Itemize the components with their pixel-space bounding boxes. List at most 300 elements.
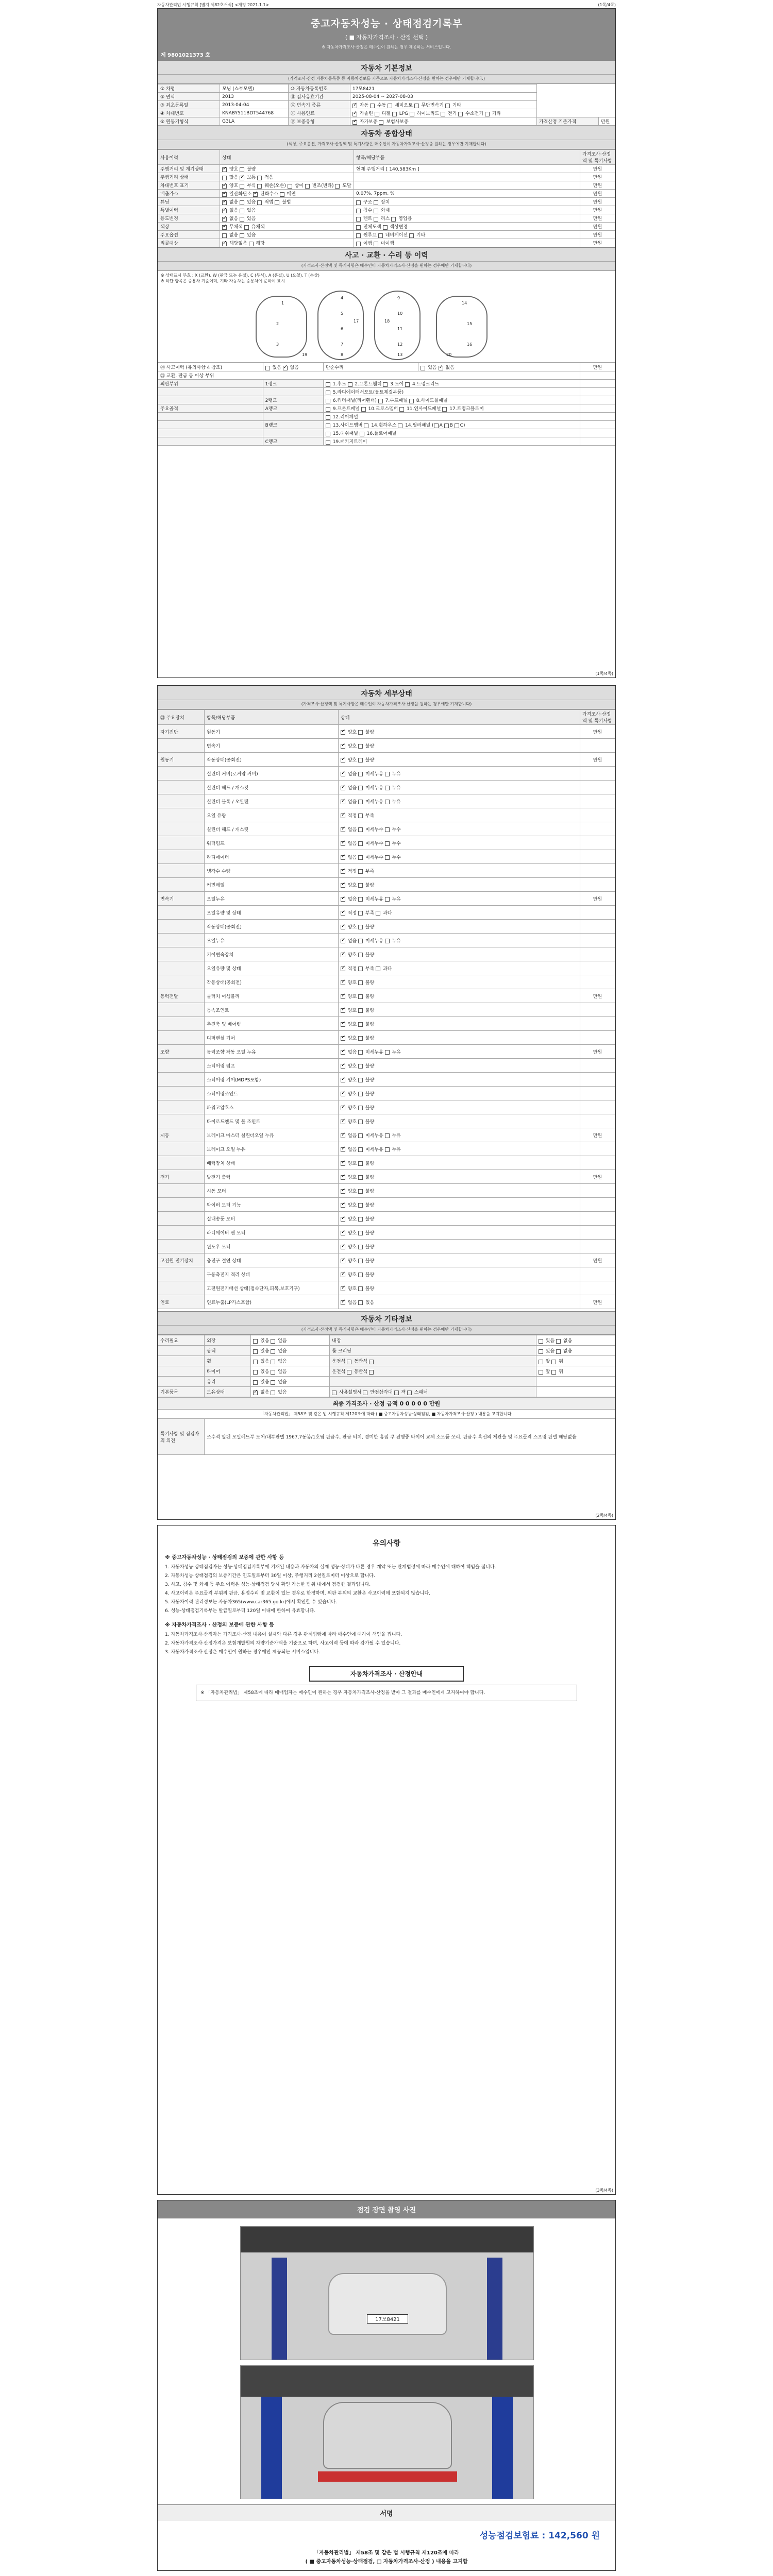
- overall-cell: 0.07%, 7ppm, %: [354, 190, 580, 198]
- checkbox-icon: [414, 104, 419, 108]
- form-law-text: 자동차관리법 시행규칙 [별지 제82호서식] <개정 2021.1.1>: [157, 3, 270, 7]
- checkbox-icon: [358, 855, 363, 860]
- detail-row: [158, 753, 615, 767]
- accident-table: [158, 363, 615, 446]
- detail-row: [158, 864, 615, 878]
- checkbox-icon: [358, 1078, 363, 1082]
- detail-cell: 와이퍼 모터 기능: [205, 1198, 339, 1212]
- part-row: [158, 437, 615, 446]
- checkbox-icon: [358, 772, 363, 776]
- checkbox-icon: [358, 814, 363, 818]
- lift2-post-right: [492, 2397, 513, 2499]
- checkbox-icon: [421, 366, 425, 370]
- detail-cell: 작동상태(공회전): [205, 975, 339, 989]
- other-cell: 보유상태: [205, 1387, 251, 1397]
- detail-cell: 만원: [580, 989, 615, 1003]
- overall-cell: 현재 주행거리 [ 140,583Km ]: [354, 165, 580, 173]
- basic-cell: ⑫ 변속기 종류: [288, 101, 350, 109]
- detail-row: [158, 1073, 615, 1087]
- checkbox-icon: [385, 827, 390, 832]
- overall-cell: 렌트 리스 영업용: [354, 214, 580, 223]
- part-rank: [263, 429, 323, 437]
- basic-cell: ② 연식: [158, 93, 220, 101]
- part-items: 19.패키지트레이: [323, 437, 580, 446]
- checkbox-icon: [392, 112, 397, 116]
- checkbox-icon: [399, 407, 404, 412]
- form-subtitle: ( ■ 자동차가격조사 · 산정 선택 ): [345, 34, 428, 41]
- checkbox-icon: [358, 1175, 363, 1180]
- overall-row: [158, 239, 615, 247]
- detail-cell: [580, 1240, 615, 1253]
- detail-cell: 변속기: [158, 892, 205, 906]
- checkbox-icon: [341, 1231, 345, 1235]
- overall-row: [158, 181, 615, 190]
- detail-cell: ✓ 양호 불량: [339, 1114, 580, 1128]
- part-row: [158, 388, 615, 396]
- detail-cell: [580, 1059, 615, 1073]
- checkbox-icon: [341, 1189, 345, 1194]
- checkbox-icon: [391, 217, 396, 222]
- checkbox-icon: [455, 423, 459, 428]
- checkbox-icon: [434, 423, 439, 428]
- detail-cell: 만원: [580, 1128, 615, 1142]
- checkbox-icon: [326, 382, 330, 387]
- detail-cell: [158, 1003, 205, 1017]
- overall-row: [158, 231, 615, 239]
- detail-cell: ✓ 양호 불량: [339, 1059, 580, 1073]
- detail-row: [158, 808, 615, 822]
- lift-post-left: [272, 2258, 287, 2360]
- detail-cell: [580, 767, 615, 781]
- checkbox-icon: [265, 366, 270, 370]
- overall-cell: 침수 화재: [354, 206, 580, 214]
- checkbox-icon: [358, 1022, 363, 1027]
- other-cell: 휠: [205, 1356, 251, 1366]
- insurance-price: 성능점검보험료 : 142,560 원: [479, 2531, 600, 2541]
- detail-cell: 원동기: [158, 753, 205, 767]
- detail-cell: 브레이크 마스터 실린더오일 누유: [205, 1128, 339, 1142]
- detail-cell: ✓ 양호 불량: [339, 1184, 580, 1198]
- detail-cell: [158, 850, 205, 864]
- checkbox-icon: [358, 967, 363, 971]
- part-row: [158, 380, 615, 388]
- form-title: 중고자동차성능 · 상태점검기록부: [310, 18, 463, 29]
- checkbox-icon: [222, 233, 227, 238]
- detail-row: [158, 1059, 615, 1073]
- checkbox-icon: [257, 184, 262, 189]
- part-rank: A랭크: [263, 404, 323, 413]
- checkbox-icon: [358, 897, 363, 902]
- other-cell: 유리: [205, 1377, 251, 1387]
- detail-cell: [158, 975, 205, 989]
- checkbox-icon: [326, 415, 330, 420]
- checkbox-icon: [341, 1300, 345, 1305]
- detail-cell: [158, 1226, 205, 1240]
- part-label: 14: [462, 301, 467, 306]
- page-3: [157, 1525, 616, 2195]
- detail-cell: [580, 961, 615, 975]
- other-row: [158, 1377, 615, 1387]
- detail-cell: 작동상태(공회전): [205, 920, 339, 934]
- checkbox-icon: [358, 1217, 363, 1222]
- legend-line-1: ※ 상태표시 부호 : X (교환), W (판금 또는 용접), C (부식), A (흠집), U (요철), T (손상): [161, 273, 320, 278]
- overall-head-cell: 상태: [220, 150, 354, 165]
- overall-cell: ✓ 무채색 유채색: [220, 223, 354, 231]
- notice-body: [158, 1549, 615, 1706]
- part-group: [158, 437, 263, 446]
- checkbox-icon: [364, 423, 368, 428]
- checkbox-icon: [358, 1286, 363, 1291]
- detail-cell: 만원: [580, 1045, 615, 1059]
- other-cell: 앞 뒤: [536, 1366, 615, 1377]
- detail-cell: [158, 1142, 205, 1156]
- detail-cell: 라디에이터 팬 모터: [205, 1226, 339, 1240]
- legal-text: 「자동차관리법」 제58조 및 같은 법 시행규칙 제120조에 따라 ( ■ 중고자동차성능·상태점검, ■ 자동차가격조사·산정 ) 내용을 고지합니다.: [260, 1412, 513, 1416]
- detail-cell: [580, 794, 615, 808]
- detail-cell: ✓ 양호 불량: [339, 1281, 580, 1295]
- detail-cell: [580, 1087, 615, 1100]
- part-label: 6: [341, 327, 344, 331]
- basic-cell: ✓ 가솔린 디젤 LPG 하이브리드 전기 수소전기 기타: [350, 109, 536, 117]
- checkbox-icon: [458, 112, 463, 116]
- checkbox-icon: [385, 855, 390, 860]
- detail-cell: 만원: [580, 1170, 615, 1184]
- checkbox-icon: [385, 1147, 390, 1152]
- checkbox-icon: [326, 423, 330, 428]
- detail-cell: [158, 1073, 205, 1087]
- detail-row: [158, 934, 615, 947]
- checkbox-icon: [341, 1092, 345, 1096]
- other-row: [158, 1335, 615, 1346]
- detail-row: [158, 794, 615, 808]
- detail-cell: ✓ 양호 불량: [339, 1087, 580, 1100]
- detail-row: [158, 975, 615, 989]
- part-row: [158, 413, 615, 421]
- detail-cell: 워터펌프: [205, 836, 339, 850]
- overall-cell: 만원: [580, 223, 615, 231]
- car-rear: [328, 2273, 447, 2335]
- basic-cell: G3LA: [220, 117, 289, 126]
- checkbox-icon: [376, 967, 380, 971]
- checkbox-icon: [369, 1370, 374, 1375]
- checkbox-icon: [445, 104, 450, 108]
- detail-cell: 발전기 출력: [205, 1170, 339, 1184]
- checkbox-icon: [439, 366, 443, 370]
- checkbox-icon: [341, 814, 345, 818]
- detail-row: [158, 1142, 615, 1156]
- checkbox-icon: [341, 1050, 345, 1055]
- form-header: [158, 9, 615, 60]
- detail-cell: 실린더 블록 / 오일팬: [205, 794, 339, 808]
- detail-row: [158, 1253, 615, 1267]
- detail-row: [158, 1003, 615, 1017]
- history-cell: 단순수리: [323, 363, 418, 371]
- notice-item: 2. 자동차성능·상태점검의 보증기간은 인도일로부터 30일 이상, 주행거리 2천킬로미터 이상으로 합니다.: [165, 1573, 375, 1579]
- part-group: [158, 429, 263, 437]
- overall-cell: 배출가스: [158, 190, 220, 198]
- part-label: 11: [397, 327, 403, 331]
- overall-row: [158, 190, 615, 198]
- part-row: [158, 396, 615, 404]
- checkbox-icon: [341, 925, 345, 929]
- checkbox-icon: [271, 1391, 275, 1395]
- detail-row: [158, 1267, 615, 1281]
- checkbox-icon: [394, 1391, 399, 1395]
- checkbox-icon: [341, 980, 345, 985]
- overall-cell: 만원: [580, 239, 615, 247]
- overall-row: [158, 198, 615, 206]
- checkbox-icon: [376, 911, 380, 916]
- checkbox-icon: [369, 1360, 374, 1364]
- part-label: 1: [281, 301, 284, 306]
- accident-sub: (가격조사·산정액 및 특기사항은 매수인이 자동차가격조사·산정을 원하는 경우에만 기재합니다): [158, 262, 615, 271]
- notice-item: 4. 사고이력은 주요골격 부위의 판금, 용접수리 및 교환이 있는 경우로 한정하며, 외판 부위의 교환은 사고이력에 포함되지 않습니다.: [165, 1591, 431, 1596]
- notice-box-title: 자동차가격조사 · 산정안내: [309, 1666, 464, 1682]
- checkbox-icon: [341, 1161, 345, 1166]
- detail-cell: 연료: [158, 1295, 205, 1309]
- checkbox-icon: [539, 1349, 543, 1354]
- final-price: 최종 가격조사 · 산정 금액 0 0 0 0 0 만원: [158, 1397, 615, 1410]
- checkbox-icon: [398, 423, 402, 428]
- overall-cell: ✓ 양호 불량: [220, 165, 354, 173]
- part-label: 4: [341, 296, 344, 300]
- checkbox-icon: [385, 800, 390, 804]
- basic-cell: ⑤ 원동기형식: [158, 117, 220, 126]
- detail-cell: 오일누유: [205, 934, 339, 947]
- detail-cell: 구동축전지 격리 상태: [205, 1267, 339, 1281]
- overall-head-cell: 사용이력: [158, 150, 220, 165]
- detail-cell: ✓ 양호 불량: [339, 1226, 580, 1240]
- checkbox-icon: [222, 184, 227, 189]
- checkbox-icon: [358, 1161, 363, 1166]
- checkbox-icon: [358, 953, 363, 957]
- detail-head: [158, 710, 615, 725]
- overall-head-cell: 항목/해당부품: [354, 150, 580, 165]
- part-head: ㉑ 교환, 판금 등 이상 부위: [158, 371, 580, 380]
- overall-cell: 이행 미이행: [354, 239, 580, 247]
- checkbox-icon: [358, 1064, 363, 1069]
- other-cell: 있음 없음: [251, 1377, 330, 1387]
- checkbox-icon: [341, 1120, 345, 1124]
- detail-cell: [158, 794, 205, 808]
- other-cell: 있음 없음: [251, 1366, 330, 1377]
- checkbox-icon: [222, 209, 227, 213]
- overall-cell: [354, 173, 580, 181]
- detail-cell: 연료누출(LP가스포함): [205, 1295, 339, 1309]
- other-cell: [158, 1366, 205, 1377]
- checkbox-icon: [444, 423, 449, 428]
- other-row: [158, 1346, 615, 1356]
- detail-row: [158, 878, 615, 892]
- overall-cell: 만원: [580, 206, 615, 214]
- notice-item: 3. 사고, 침수 및 화재 등 주요 이력은 성능·상태점검 당시 확인 가능한 범위 내에서 점검한 결과입니다.: [165, 1582, 371, 1587]
- part-group: [158, 413, 263, 421]
- checkbox-icon: [244, 225, 249, 230]
- checkbox-icon: [385, 786, 390, 790]
- detail-cell: [580, 1031, 615, 1045]
- page-4: [157, 2200, 616, 2571]
- part-price: [580, 429, 615, 437]
- detail-cell: ✓ 없음 미세누유 누유: [339, 794, 580, 808]
- other-cell: [158, 1356, 205, 1366]
- checkbox-icon: [326, 407, 330, 412]
- other-cell: [330, 1377, 536, 1387]
- detail-cell: [580, 836, 615, 850]
- notice-item: 5. 자동차이력 관리정보는 자동차365(www.car365.go.kr)에서 확인할 수 있습니다.: [165, 1600, 337, 1605]
- detail-cell: ✓ 적정 부족: [339, 864, 580, 878]
- detail-cell: ✓ 양호 불량: [339, 1003, 580, 1017]
- checkbox-icon: [358, 1036, 363, 1041]
- detail-cell: [580, 1017, 615, 1031]
- checkbox-icon: [341, 730, 345, 735]
- overall-cell: 만원: [580, 165, 615, 173]
- checkbox-icon: [358, 1231, 363, 1235]
- part-group: [158, 388, 263, 396]
- overall-row: [158, 214, 615, 223]
- checkbox-icon: [253, 1349, 258, 1354]
- checkbox-icon: [240, 176, 244, 180]
- detail-cell: ✓ 없음 있음: [339, 1295, 580, 1309]
- checkbox-icon: [222, 225, 227, 230]
- detail-cell: 오일 유량: [205, 808, 339, 822]
- other-cell: 사용설명서 안전삼각대 잭 스패너: [330, 1387, 536, 1397]
- overall-cell: 색상: [158, 223, 220, 231]
- checkbox-icon: [341, 883, 345, 888]
- accident-history-row: [158, 363, 615, 371]
- overall-cell: 차대번호 표기: [158, 181, 220, 190]
- detail-cell: [580, 739, 615, 753]
- detail-cell: [580, 1267, 615, 1281]
- detail-row: [158, 1128, 615, 1142]
- checkbox-icon: [383, 382, 388, 387]
- detail-cell: 디퍼렌셜 기어: [205, 1031, 339, 1045]
- detail-cell: ✓ 적정 부족 과다: [339, 906, 580, 920]
- form-note: ※ 자동차가격조사·산정은 매수인이 원하는 경우 제공하는 서비스입니다.: [322, 45, 451, 49]
- part-label: 15: [467, 321, 473, 326]
- legend-line-2: ※ 하단 항목은 승용차 기준이며, 기타 자동차는 승용차에 준하여 표시: [161, 279, 285, 283]
- checkbox-icon: [347, 1360, 351, 1364]
- detail-cell: ✓ 양호 불량: [339, 1073, 580, 1087]
- basic-cell: 17모8421: [350, 84, 536, 93]
- checkbox-icon: [288, 184, 292, 189]
- basic-cell: ⑪ 검사유효기간: [288, 93, 350, 101]
- checkbox-icon: [385, 772, 390, 776]
- history-cell: ⑳ 사고이력 (유의사항 4 참조): [158, 363, 263, 371]
- detail-cell: 동력조향 작동 오일 누유: [205, 1045, 339, 1059]
- other-cell: 있음 없음: [251, 1335, 330, 1346]
- overall-cell: 주행거리 및 계기상태: [158, 165, 220, 173]
- overall-cell: 특별이력: [158, 206, 220, 214]
- car-diagram: [158, 285, 615, 363]
- checkbox-icon: [341, 772, 345, 776]
- checkbox-icon: [551, 1360, 556, 1364]
- plate-1: 17모8421: [367, 2314, 408, 2324]
- checkbox-icon: [374, 200, 378, 205]
- checkbox-icon: [341, 911, 345, 916]
- detail-cell: [158, 1281, 205, 1295]
- checkbox-icon: [375, 112, 379, 116]
- part-group: 주요골격: [158, 404, 263, 413]
- part-rank: 2랭크: [263, 396, 323, 404]
- basic-cell: ④ 차대번호: [158, 109, 220, 117]
- checkbox-icon: [271, 1370, 275, 1375]
- checkbox-icon: [556, 1349, 561, 1354]
- detail-cell: [580, 1156, 615, 1170]
- other-cell: 있음 없음: [536, 1346, 615, 1356]
- checkbox-icon: [222, 217, 227, 222]
- part-label: 2: [276, 321, 279, 326]
- detail-head-cell: 항목/해당부품: [205, 710, 339, 725]
- checkbox-icon: [539, 1339, 543, 1344]
- detail-row: [158, 739, 615, 753]
- checkbox-icon: [341, 1273, 345, 1277]
- other-cell: 앞 뒤: [536, 1356, 615, 1366]
- detail-row: [158, 850, 615, 864]
- detail-row: [158, 920, 615, 934]
- detail-cell: [158, 739, 205, 753]
- detail-cell: 실린더 헤드 / 개스킷: [205, 822, 339, 836]
- detail-cell: 자기진단: [158, 725, 205, 739]
- detail-cell: ✓ 없음 미세누수 누수: [339, 836, 580, 850]
- checkbox-icon: [388, 104, 392, 108]
- detail-row: [158, 1295, 615, 1309]
- special-table: [158, 1418, 615, 1455]
- detail-cell: 제동: [158, 1128, 205, 1142]
- part-label: 19: [302, 352, 308, 357]
- detail-cell: [158, 878, 205, 892]
- checkbox-icon: [358, 744, 363, 749]
- checkbox-icon: [253, 1370, 258, 1375]
- overall-cell: 구조 장치: [354, 198, 580, 206]
- checkbox-icon: [240, 217, 244, 222]
- page-3-no: (3쪽/4쪽): [595, 2188, 613, 2193]
- other-table: [158, 1335, 615, 1397]
- overall-cell: ✓ 일산화탄소 ✓ 탄화수소 매연: [220, 190, 354, 198]
- detail-cell: ✓ 적정 부족 과다: [339, 961, 580, 975]
- checkbox-icon: [249, 242, 254, 246]
- basic-info-table: [158, 84, 615, 126]
- inspection-photo-1: [240, 2226, 534, 2360]
- checkbox-icon: [341, 1022, 345, 1027]
- notice-title: 유의사항: [158, 1536, 615, 1549]
- checkbox-icon: [341, 1217, 345, 1222]
- other-title: 자동차 기타정보: [158, 1311, 615, 1326]
- detail-cell: 타이로드엔드 및 볼 조인트: [205, 1114, 339, 1128]
- overall-cell: ✓ 없음 있음 적법 불법: [220, 198, 354, 206]
- overall-cell: ✓ 해당없음 해당: [220, 239, 354, 247]
- part-label: 3: [276, 342, 279, 347]
- overall-cell: 만원: [580, 198, 615, 206]
- checkbox-icon: [360, 432, 364, 436]
- detail-cell: 등속조인트: [205, 1003, 339, 1017]
- checkbox-icon: [556, 1339, 561, 1344]
- checkbox-icon: [551, 1370, 556, 1375]
- photo-title: 점검 장면 촬영 사진: [158, 2200, 615, 2218]
- checkbox-icon: [358, 758, 363, 762]
- checkbox-icon: [283, 366, 288, 370]
- form-number: 제 9801021373 호: [161, 53, 210, 58]
- detail-cell: [580, 864, 615, 878]
- checkbox-icon: [341, 744, 345, 749]
- checkbox-icon: [240, 184, 244, 189]
- overall-title: 자동차 종합상태: [158, 126, 615, 140]
- checkbox-icon: [271, 1360, 275, 1364]
- part-items: 15.대쉬패널 16.플로어패널: [323, 429, 580, 437]
- detail-cell: ✓ 없음 미세누유 누유: [339, 781, 580, 794]
- checkbox-icon: [356, 217, 361, 222]
- checkbox-icon: [407, 1391, 412, 1395]
- detail-cell: [580, 975, 615, 989]
